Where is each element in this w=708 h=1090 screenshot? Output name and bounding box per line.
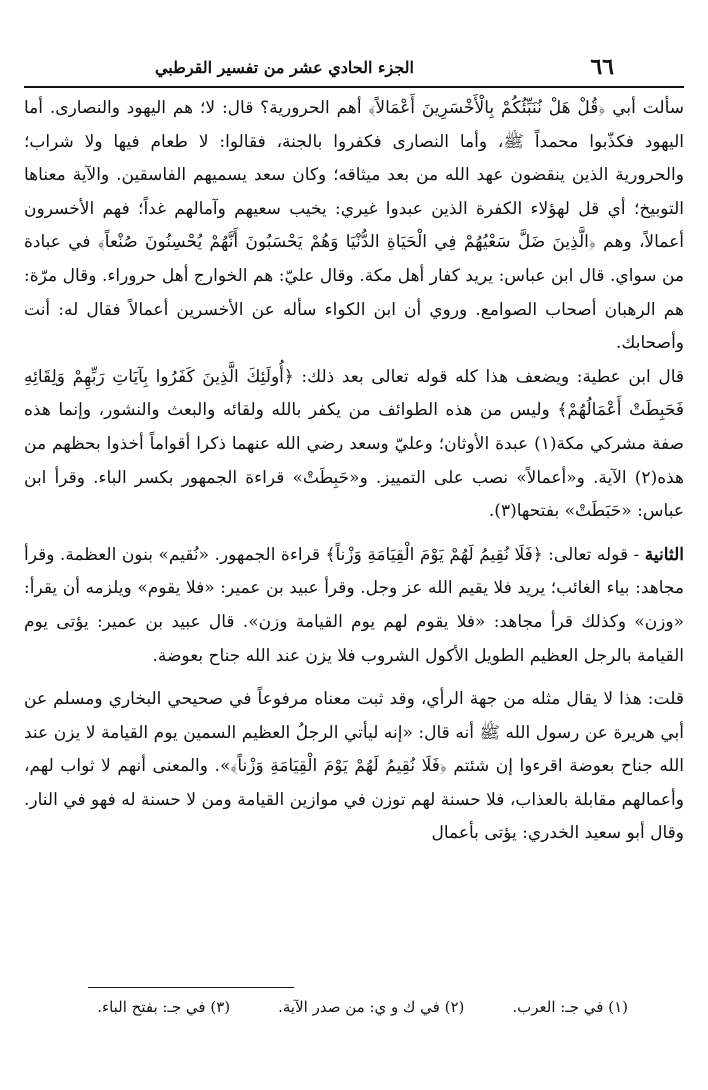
page-header [24, 52, 684, 88]
footnote-1: (١) في جـ: العرب. [512, 998, 628, 1016]
paragraph-3-text: - قوله تعالى: ﴿فَلَا نُقِيمُ لَهُمْ يَوْمَ الْقِيَامَةِ وَزْناً﴾ قراءة الجمهور. «نُقيم» بنون العظمة. وقرأ مجاهد: بياء الغائب؛ يريد فلا يقيم الله عز وجل. وقرأ عبيد بن عمير: «فلا يقوم» ويلزمه أن يقرأ: «وزن» وكذلك قرأ مجاهد: «فلا يقوم لهم يوم القيامة وزن». قال عبيد بن عمير: يؤتى يوم القيامة بالرجل العظيم الطويل الأكول الشروب فلا يزن عند الله جناح بعوضة. [24, 544, 684, 666]
page-body [24, 92, 684, 851]
footnote-3: (٣) في جـ: بفتح الباء. [97, 998, 231, 1016]
paragraph-1: سألت أبي ﴿قُلْ هَلْ نُنَبِّئُكُمْ بِالْأَخْسَرِينَ أَعْمَالاً﴾ أهم الحرورية؟ قال: لا؛ هم اليهود والنصارى. أما اليهود فكذّبوا محمداً ﷺ، وأما النصارى فكفروا بالجنة، فقالوا: لا طعام فيها ولا شراب؛ والحرورية الذين ينقضون عهد الله من بعد ميثاقه؛ وكان سعد يسميهم الفاسقين. والآية معناها التوبيخ؛ أي قل لهؤلاء الكفرة الذين عبدوا غيري: يخيب سعيهم وآمالهم غداً؛ فهم الأخسرون أعمالاً، وهم ﴿الَّذِينَ ضَلَّ سَعْيُهُمْ فِي الْحَيَاةِ الدُّنْيَا وَهُمْ يَحْسَبُونَ أَنَّهُمْ يُحْسِنُونَ صُنْعاً﴾ في عبادة من سواي. قال ابن عباس: يريد كفار أهل مكة. وقال عليّ: هم الخوارج أهل حروراء. وقال مرّة: هم الرهبان أصحاب الصوامع. وروي أن ابن الكواء سأله عن الأخسرين أعمالاً فقال له: أنت وأصحابك. [24, 98, 684, 354]
footnote-2: (٢) في ك و ي: من صدر الآية. [278, 998, 465, 1016]
footnotes [24, 998, 628, 1016]
page-number: ٦٦ [590, 54, 614, 80]
paragraph-2: قال ابن عطية: ويضعف هذا كله قوله تعالى بعد ذلك: ﴿أُولَئِكَ الَّذِينَ كَفَرُوا بِآيَاتِ رَبِّهِمْ وَلِقَائِهِ فَحَبِطَتْ أَعْمَالُهُمْ﴾ وليس من هذه الطوائف من يكفر بالله ولقائه والبعث والنشور، وإنما هذه صفة مشركي مكة(١) عبدة الأوثان؛ وعليّ وسعد رضي الله عنهما ذكرا أقواماً أخذوا بحظهم من هذه(٢) الآية. و«أعمالاً» نصب على التمييز. و«حَبِطَتْ» قراءة الجمهور بكسر الباء. وقرأ ابن عباس: «حَبَطَتْ» بفتحها(٣). [24, 366, 684, 522]
paragraph-3 [24, 539, 684, 673]
footnote-divider [88, 987, 294, 988]
paragraph-4: قلت: هذا لا يقال مثله من جهة الرأي، وقد ثبت معناه مرفوعاً في صحيحي البخاري ومسلم عن أبي هريرة عن رسول الله ﷺ أنه قال: «إنه ليأتي الرجلُ العظيم السمين يوم القيامة لا يزن عند الله جناح بعوضة اقرءوا إن شئتم ﴿فَلَا نُقِيمُ لَهُمْ يَوْمَ الْقِيَامَةِ وَزْناً﴾». والمعنى أنهم لا ثواب لهم، وأعمالهم مقابلة بالعذاب، فلا حسنة لهم توزن في موازين القيامة ومن لا حسنة له فهو في النار. وقال أبو سعيد الخدري: يؤتى بأعمال [24, 689, 684, 844]
issue-label: الثانية [644, 544, 684, 565]
running-title: الجزء الحادي عشر من تفسير القرطبي [154, 58, 414, 77]
